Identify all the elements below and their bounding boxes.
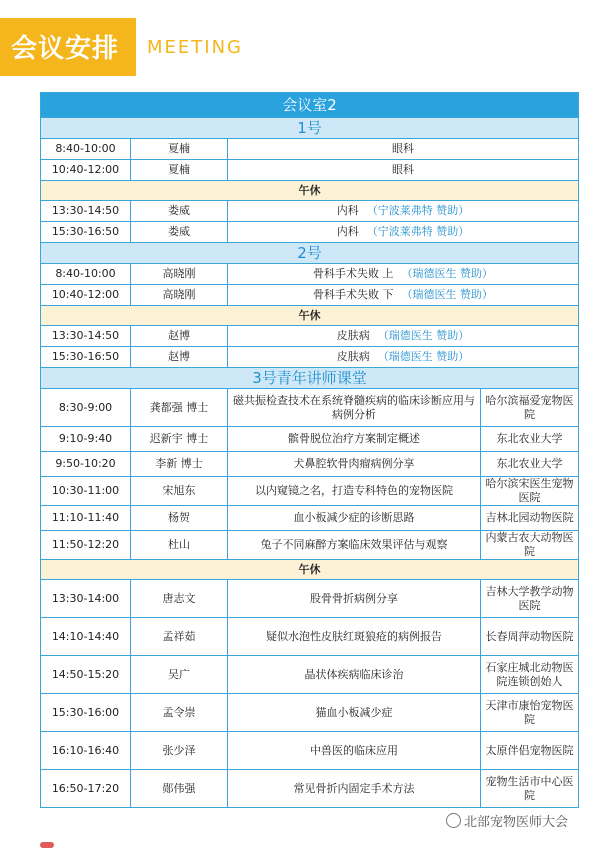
page-header (0, 0, 600, 80)
topic-cell (228, 139, 579, 160)
watermark-text: 北部宠物医师大会 (464, 815, 569, 830)
day-title-row (41, 243, 579, 264)
org-cell: 天津市康怡宠物医院 (481, 694, 579, 732)
time-cell: 9:10-9:40 (41, 427, 131, 452)
schedule-row (41, 160, 579, 181)
org-cell: 东北农业大学 (481, 427, 579, 452)
break-label: 午休 (41, 306, 579, 326)
sponsor-text: （宁波莱弗特 赞助） (366, 225, 470, 238)
time-cell: 13:30-14:50 (41, 326, 131, 347)
topic-text: 内科 (336, 204, 359, 217)
topic-cell: 磁共振检查技术在系统脊髓疾病的临床诊断应用与病例分析 (228, 389, 481, 427)
topic-cell (228, 326, 579, 347)
topic-cell: 猫血小板减少症 (228, 694, 481, 732)
time-cell: 11:10-11:40 (41, 506, 131, 531)
topic-cell: 股骨骨折病例分享 (228, 580, 481, 618)
schedule-row (41, 347, 579, 368)
time-cell: 10:30-11:00 (41, 477, 131, 506)
topic-cell (228, 201, 579, 222)
speaker-cell: 赵博 (131, 347, 228, 368)
schedule-row (41, 222, 579, 243)
org-cell: 宠物生活市中心医院 (481, 770, 579, 808)
break-row (41, 560, 579, 580)
topic-cell: 常见骨折内固定手术方法 (228, 770, 481, 808)
schedule-row (41, 427, 579, 452)
section-tag (0, 18, 136, 76)
speaker-cell: 龚都强 博士 (131, 389, 228, 427)
room-title-row (41, 93, 579, 118)
speaker-cell: 孟令崇 (131, 694, 228, 732)
time-cell: 8:30-9:00 (41, 389, 131, 427)
sponsor-text: （宁波莱弗特 赞助） (366, 204, 470, 217)
org-cell: 内蒙古农大动物医院 (481, 531, 579, 560)
speaker-cell: 宋旭东 (131, 477, 228, 506)
speaker-cell: 高晓刚 (131, 285, 228, 306)
time-cell: 13:30-14:50 (41, 201, 131, 222)
org-cell: 长春周萍动物医院 (481, 618, 579, 656)
break-row (41, 306, 579, 326)
schedule-table (40, 92, 579, 808)
speaker-cell: 张少泽 (131, 732, 228, 770)
schedule-row (41, 732, 579, 770)
topic-text: 皮肤病 (336, 350, 370, 363)
schedule-row (41, 580, 579, 618)
schedule-row (41, 285, 579, 306)
topic-cell: 晶状体疾病临床诊治 (228, 656, 481, 694)
time-cell: 8:40-10:00 (41, 139, 131, 160)
schedule-row (41, 656, 579, 694)
time-cell: 15:30-16:50 (41, 347, 131, 368)
schedule-row (41, 618, 579, 656)
schedule-row (41, 477, 579, 506)
wechat-icon (446, 813, 461, 828)
topic-cell: 中兽医的临床应用 (228, 732, 481, 770)
org-cell: 哈尔滨福爱宠物医院 (481, 389, 579, 427)
schedule-row (41, 389, 579, 427)
topic-text: 内科 (336, 225, 359, 238)
topic-text: 眼科 (392, 142, 415, 155)
break-label: 午休 (41, 181, 579, 201)
section-title-en: MEETING (147, 37, 243, 58)
time-cell: 15:30-16:00 (41, 694, 131, 732)
schedule-row (41, 506, 579, 531)
speaker-cell: 李新 博士 (131, 452, 228, 477)
day-title-row (41, 368, 579, 389)
schedule-row (41, 770, 579, 808)
time-cell: 16:10-16:40 (41, 732, 131, 770)
day-title: 2号 (41, 243, 579, 264)
time-cell: 9:50-10:20 (41, 452, 131, 477)
section-title: 会议安排 (11, 34, 120, 64)
speaker-cell: 赵博 (131, 326, 228, 347)
day-title-row (41, 118, 579, 139)
topic-cell: 疑似水泡性皮肤红斑狼疮的病例报告 (228, 618, 481, 656)
room-title: 会议室2 (41, 93, 579, 118)
schedule-row (41, 326, 579, 347)
page-marker (40, 842, 54, 848)
schedule-row (41, 694, 579, 732)
time-cell: 11:50-12:20 (41, 531, 131, 560)
org-cell: 东北农业大学 (481, 452, 579, 477)
topic-text: 骨科手术失败 上 (313, 267, 394, 280)
topic-cell (228, 264, 579, 285)
time-cell: 8:40-10:00 (41, 264, 131, 285)
topic-cell: 血小板减少症的诊断思路 (228, 506, 481, 531)
schedule-row (41, 201, 579, 222)
sponsor-text: （瑞德医生 赞助） (401, 267, 494, 280)
speaker-cell: 夏楠 (131, 160, 228, 181)
time-cell: 16:50-17:20 (41, 770, 131, 808)
speaker-cell: 郧伟强 (131, 770, 228, 808)
sponsor-text: （瑞德医生 赞助） (401, 288, 494, 301)
speaker-cell: 娄威 (131, 222, 228, 243)
time-cell: 14:10-14:40 (41, 618, 131, 656)
speaker-cell: 迟新宇 博士 (131, 427, 228, 452)
topic-text: 皮肤病 (336, 329, 370, 342)
speaker-cell: 杜山 (131, 531, 228, 560)
topic-cell (228, 347, 579, 368)
topic-text: 骨科手术失败 下 (313, 288, 394, 301)
topic-cell: 犬鼻腔软骨肉瘤病例分享 (228, 452, 481, 477)
schedule-row (41, 139, 579, 160)
schedule-row (41, 531, 579, 560)
watermark (444, 811, 570, 830)
topic-cell (228, 160, 579, 181)
org-cell: 太原伴侣宠物医院 (481, 732, 579, 770)
schedule-row (41, 264, 579, 285)
break-label: 午休 (41, 560, 579, 580)
speaker-cell: 唐志文 (131, 580, 228, 618)
org-cell: 吉林大学教学动物医院 (481, 580, 579, 618)
speaker-cell: 夏楠 (131, 139, 228, 160)
org-cell: 哈尔滨宋医生宠物医院 (481, 477, 579, 506)
org-cell: 吉林北园动物医院 (481, 506, 579, 531)
speaker-cell: 孟祥茹 (131, 618, 228, 656)
topic-cell: 髌骨脱位治疗方案制定概述 (228, 427, 481, 452)
topic-text: 眼科 (392, 163, 415, 176)
speaker-cell: 吴广 (131, 656, 228, 694)
day-title: 3号青年讲师课堂 (41, 368, 579, 389)
topic-cell (228, 222, 579, 243)
time-cell: 14:50-15:20 (41, 656, 131, 694)
speaker-cell: 娄威 (131, 201, 228, 222)
sponsor-text: （瑞德医生 赞助） (377, 329, 470, 342)
topic-cell: 兔子不同麻醉方案临床效果评估与观察 (228, 531, 481, 560)
time-cell: 10:40-12:00 (41, 160, 131, 181)
sponsor-text: （瑞德医生 赞助） (377, 350, 470, 363)
break-row (41, 181, 579, 201)
topic-cell: 以内窥镜之名，打造专科特色的宠物医院 (228, 477, 481, 506)
topic-cell (228, 285, 579, 306)
schedule-row (41, 452, 579, 477)
speaker-cell: 杨贺 (131, 506, 228, 531)
speaker-cell: 高晓刚 (131, 264, 228, 285)
time-cell: 15:30-16:50 (41, 222, 131, 243)
day-title: 1号 (41, 118, 579, 139)
org-cell: 石家庄城北动物医院连锁创始人 (481, 656, 579, 694)
time-cell: 13:30-14:00 (41, 580, 131, 618)
time-cell: 10:40-12:00 (41, 285, 131, 306)
